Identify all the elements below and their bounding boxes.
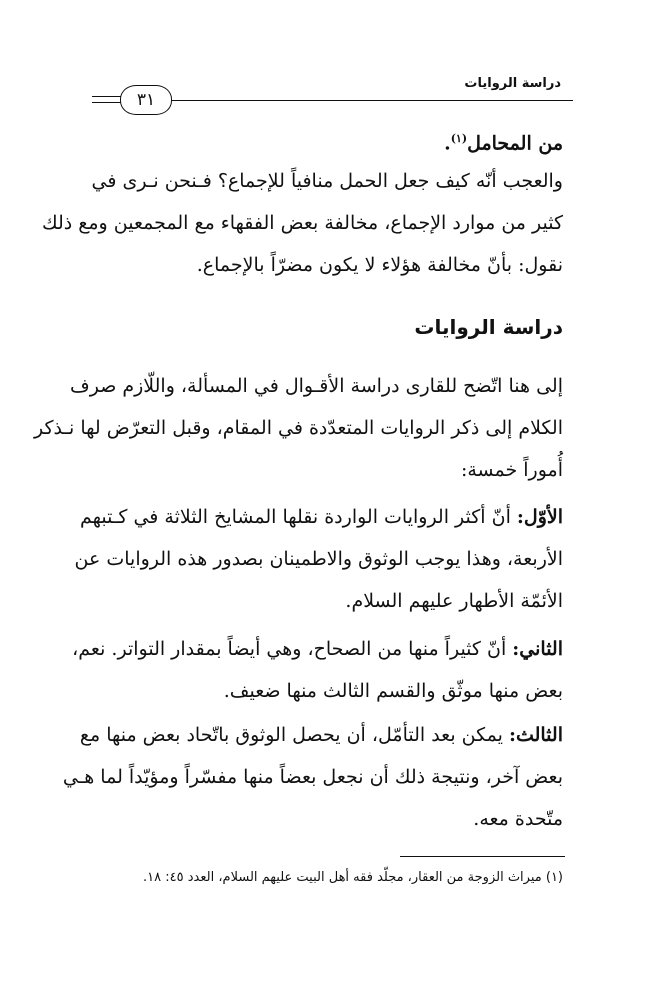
item-second-label: الثاني: xyxy=(512,638,563,660)
paragraph-2-line-2: كثير من موارد الإجماع، مخالفة بعض الفقهاء مع المجمعين ومع ذلك xyxy=(41,212,563,234)
header-rule-left xyxy=(92,96,122,103)
footnote: (١) ميراث الزوجة من العقار، مجلّد فقه أهل البيت عليهم السلام، العدد ٤٥: ١٨. xyxy=(143,870,563,885)
paragraph-2 xyxy=(41,160,563,286)
paragraph-2-line-3: نقول: بأنّ مخالفة هؤلاء لا يكون مضرّاً بالإجماع. xyxy=(196,254,563,276)
item-second-line-1: الثاني: أنّ كثيراً منها من الصحاح، وهي أيضاً بمقدار التواتر. نعم، xyxy=(72,638,563,660)
item-first-line-1: الأوّل: أنّ أكثر الروايات الواردة نقلها المشايخ الثلاثة في كـتبهم xyxy=(79,506,563,528)
item-third xyxy=(62,714,563,840)
footnote-ref: (١) xyxy=(450,132,468,145)
item-third-label: الثالث: xyxy=(508,724,563,746)
item-third-line-2: بعض آخر، ونتيجة ذلك أن نجعل بعضاً منها مفسّراً ومؤيّداً لما هـي xyxy=(62,766,563,788)
page-number-value: ٣١ xyxy=(136,90,156,110)
item-third-line-3: متّحدة معه. xyxy=(473,808,563,830)
paragraph-2-line-1: والعجب أنّه كيف جعل الحمل منافياً للإجماع؟ فـنحن نـرى في xyxy=(91,170,563,192)
paragraph-3 xyxy=(33,365,563,491)
item-first-line-3: الأئمّة الأطهار عليهم السلام. xyxy=(345,590,563,612)
running-title: دراسة الروايات xyxy=(464,76,561,91)
paragraph-3-line-1: إلى هنا اتّضح للقارى دراسة الأقـوال في المسألة، واللّازم صرف xyxy=(70,375,563,397)
item-first xyxy=(74,496,563,622)
page-number xyxy=(120,85,172,115)
item-third-line-1: الثالث: يمكن بعد التأمّل، أن يحصل الوثوق باتّحاد بعض منها مع xyxy=(79,724,563,746)
footnote-rule xyxy=(400,856,565,857)
paragraph-1-line-1: من المحامل$^{(١)}$. xyxy=(444,132,563,155)
paragraph-1 xyxy=(98,118,563,164)
paragraph-3-line-2: الكلام إلى ذكر الروايات المتعدّدة في المقام، وقبل التعرّض لها نـذكر xyxy=(33,417,563,439)
item-first-line-2: الأربعة، وهذا يوجب الوثوق والاطمينان بصدور هذه الروايات عن xyxy=(74,548,563,570)
item-first-label: الأوّل: xyxy=(516,506,563,528)
header-rule xyxy=(168,100,573,101)
item-second xyxy=(72,628,563,712)
section-heading: دراسة الروايات xyxy=(414,315,563,339)
paragraph-3-line-3: أُموراً خمسة: xyxy=(460,459,563,481)
item-second-line-2: بعض منها موثّق والقسم الثالث منها ضعيف. xyxy=(223,680,563,702)
